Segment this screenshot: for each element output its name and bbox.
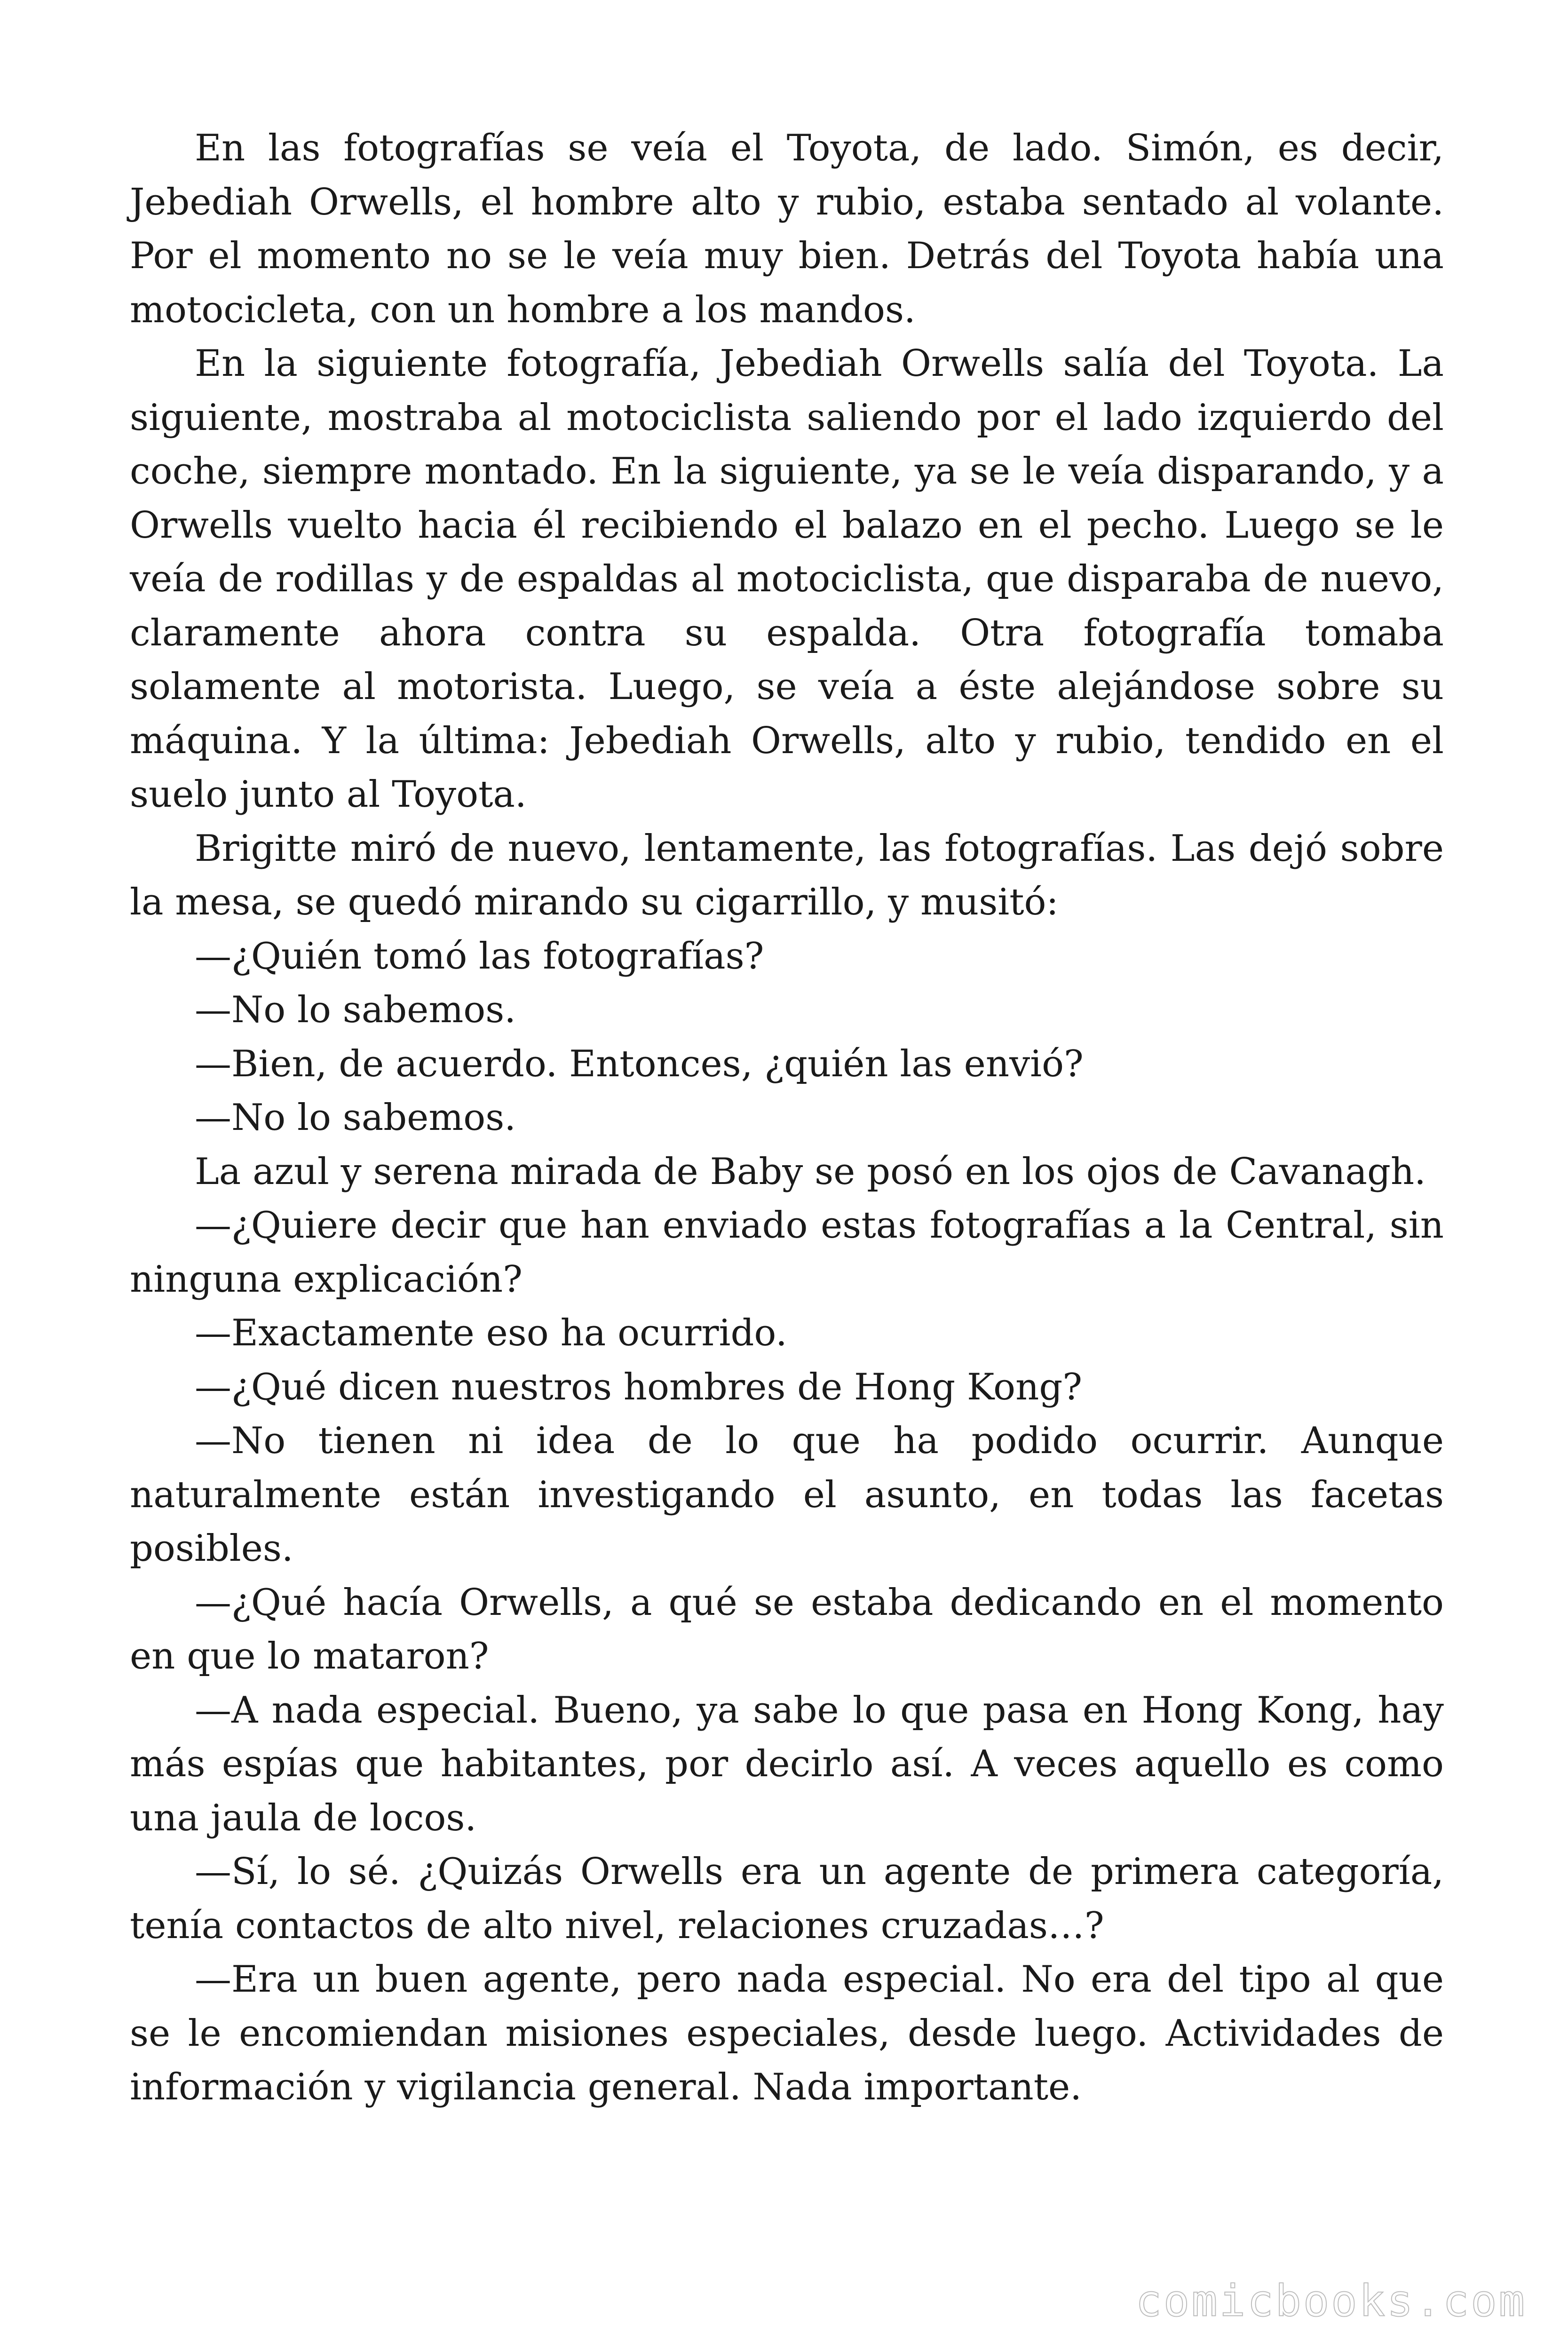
body-text <box>130 121 1444 2114</box>
paragraph: La azul y serena mirada de Baby se posó en los ojos de Cavanagh. <box>195 1150 1426 1193</box>
dialogue-line: —Exactamente eso ha ocurrido. <box>195 1312 787 1354</box>
watermark: comicbooks.com <box>1135 2276 1527 2326</box>
dialogue-line: —Sí, lo sé. ¿Quizás Orwells era un agente de primera categoría, tenía contactos de alto nivel, relaciones cruzadas…? <box>130 1851 1444 1947</box>
dialogue-line: —¿Qué hacía Orwells, a qué se estaba dedicando en el momento en que lo mataron? <box>130 1581 1444 1677</box>
dialogue-line: —A nada especial. Bueno, ya sabe lo que pasa en Hong Kong, hay más espías que habitantes, por decirlo así. A veces aquello es como una jaula de locos. <box>130 1689 1444 1839</box>
dialogue-line: —¿Qué dicen nuestros hombres de Hong Kong? <box>195 1366 1083 1408</box>
dialogue-line: —¿Quién tomó las fotografías? <box>195 935 764 977</box>
dialogue-line: —¿Quiere decir que han enviado estas fotografías a la Central, sin ninguna explicación? <box>130 1204 1444 1301</box>
dialogue-line: —No lo sabemos. <box>195 989 516 1031</box>
dialogue-line: —No lo sabemos. <box>195 1097 516 1139</box>
dialogue-line: —Bien, de acuerdo. Entonces, ¿quién las envió? <box>195 1042 1084 1085</box>
paragraph: Brigitte miró de nuevo, lentamente, las fotografías. Las dejó sobre la mesa, se quedó mirando su cigarrillo, y musitó: <box>130 827 1444 923</box>
dialogue-line: —Era un buen agente, pero nada especial. No era del tipo al que se le encomiendan misiones especiales, desde luego. Actividades de información y vigilancia general. Nada importante. <box>130 1958 1444 2108</box>
paragraph: En la siguiente fotografía, Jebediah Orwells salía del Toyota. La siguiente, mostraba al motociclista saliendo por el lado izquierdo del coche, siempre montado. En la siguiente, ya se le veía disparando, y a Orwells vuelto hacia él recibiendo el balazo en el pecho. Luego se le veía de rodillas y de espaldas al motociclista, que disparaba de nuevo, claramente ahora contra su espalda. Otra fotografía tomaba solamente al motorista. Luego, se veía a éste alejándose sobre su máquina. Y la última: Jebediah Orwells, alto y rubio, tendido en el suelo junto al Toyota. <box>130 342 1444 816</box>
paragraph: En las fotografías se veía el Toyota, de lado. Simón, es decir, Jebediah Orwells, el hombre alto y rubio, estaba sentado al volante. Por el momento no se le veía muy bien. Detrás del Toyota había una motocicleta, con un hombre a los mandos. <box>130 127 1444 331</box>
dialogue-line: —No tienen ni idea de lo que ha podido ocurrir. Aunque naturalmente están investigando el asunto, en todas las facetas posibles. <box>130 1420 1444 1570</box>
